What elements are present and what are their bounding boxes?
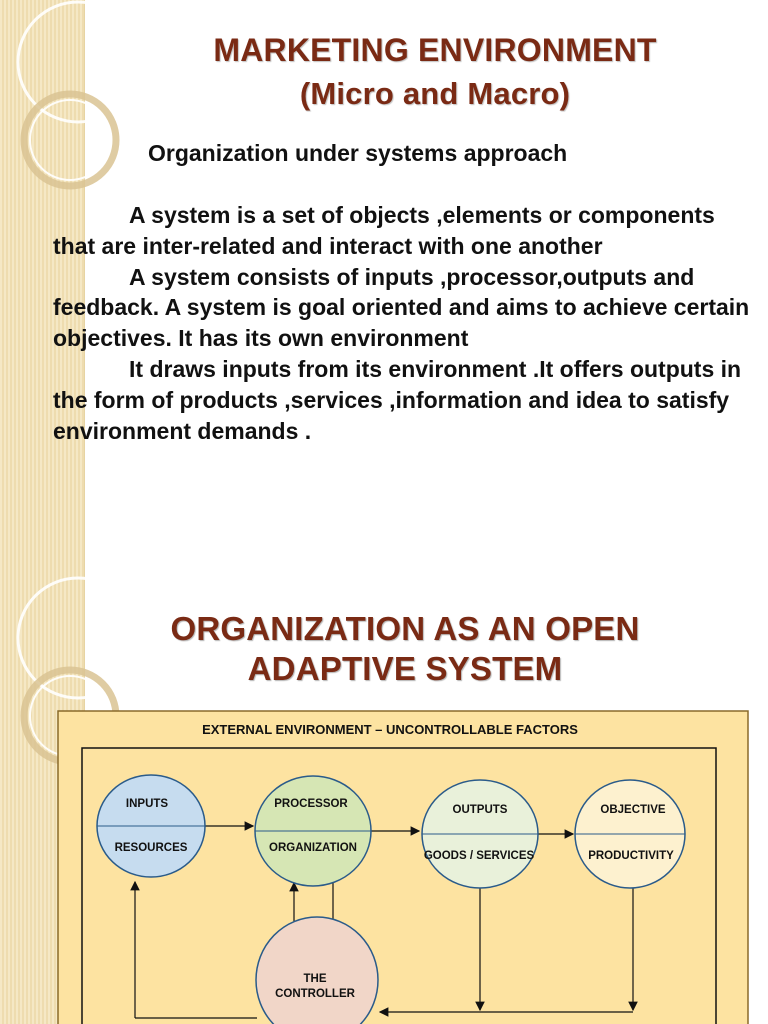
- slide-2-title-line-1: ORGANIZATION AS AN OPEN: [170, 610, 640, 647]
- outputs-label: OUTPUTS: [452, 804, 508, 816]
- controller-label-line-1: THE: [303, 973, 327, 985]
- processor-node: [255, 776, 371, 886]
- body-text: [53, 200, 753, 446]
- objective-label: OBJECTIVE: [600, 804, 666, 816]
- paragraph: A system consists of inputs ,processor,outputs and feedback. A system is goal oriented and aims to achieve certain objectives. It has its own environment: [53, 263, 750, 352]
- organization-label: ORGANIZATION: [269, 842, 357, 854]
- objective-node: [575, 780, 685, 888]
- external-environment-label: EXTERNAL ENVIRONMENT – UNCONTROLLABLE FACTORS: [202, 722, 578, 737]
- controller-label-line-2: CONTROLLER: [275, 988, 355, 1000]
- subheading: Organization under systems approach: [148, 140, 568, 166]
- slide-2-title-line-2: ADAPTIVE SYSTEM: [247, 650, 563, 687]
- outputs-node: [422, 780, 538, 888]
- inputs-node: [97, 775, 205, 877]
- goods-services-label: GOODS / SERVICES: [423, 850, 535, 862]
- slide-2: [0, 576, 768, 1024]
- paragraph: A system is a set of objects ,elements or components that are inter-related and interact with one another: [53, 202, 715, 259]
- productivity-label: PRODUCTIVITY: [588, 850, 674, 862]
- slide-1-title-line-1: MARKETING ENVIRONMENT: [213, 32, 657, 68]
- open-system-diagram: [57, 710, 751, 1024]
- inputs-label: INPUTS: [125, 798, 169, 810]
- resources-label: RESOURCES: [114, 842, 188, 854]
- processor-label: PROCESSOR: [274, 798, 348, 810]
- slide-1-title-line-2: (Micro and Macro): [299, 76, 571, 111]
- paragraph: It draws inputs from its environment .It offers outputs in the form of products ,services ,information and idea to satisfy environment demands .: [53, 355, 742, 444]
